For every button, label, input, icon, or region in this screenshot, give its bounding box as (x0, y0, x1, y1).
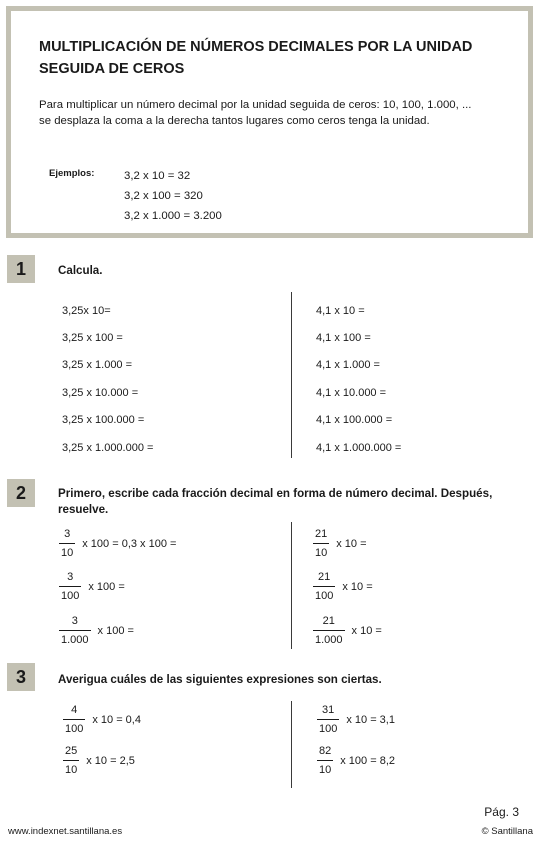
expression-rest: x 10 = 0,4 (92, 713, 141, 726)
expression-rest: x 100 = (97, 624, 134, 637)
exercise-1-number: 1 (7, 255, 35, 283)
exercise-3-divider (291, 701, 292, 788)
fraction-denominator: 100 (65, 723, 84, 735)
expression-rest: x 10 = (351, 624, 382, 637)
fraction (58, 614, 92, 647)
exercise-3-number: 3 (7, 663, 35, 691)
exercise-1-left-item: 3,25 x 1.000.000 = (62, 442, 154, 454)
fraction (58, 570, 82, 603)
exercise-2-number: 2 (7, 479, 35, 507)
exercise-2-left-item (58, 527, 176, 560)
fraction-denominator: 100 (61, 590, 80, 602)
fraction-bar (317, 719, 339, 720)
fraction-numerator: 25 (65, 745, 78, 757)
fraction-numerator: 4 (71, 704, 78, 716)
fraction-bar (59, 543, 75, 544)
fraction-bar (63, 760, 79, 761)
example-item: 3,2 x 100 = 320 (124, 190, 203, 202)
expression-rest: x 10 = 3,1 (346, 713, 395, 726)
fraction-numerator: 3 (71, 615, 78, 627)
fraction-denominator: 10 (319, 764, 332, 776)
exercise-1-right-item: 4,1 x 1.000.000 = (316, 442, 402, 454)
exercise-1-left-item: 3,25 x 1.000 = (62, 359, 133, 371)
expression-rest: x 10 = (342, 580, 373, 593)
fraction (312, 570, 336, 603)
exercise-1-divider (291, 292, 292, 458)
exercise-2-left-item (58, 614, 134, 647)
footer-url[interactable]: www.indexnet.santillana.es (8, 826, 123, 837)
exercise-3-instruction: Averigua cuáles de las siguientes expresiones son ciertas. (58, 673, 382, 686)
exercise-1-right-item: 4,1 x 100.000 = (316, 414, 393, 426)
fraction (312, 527, 330, 560)
fraction-denominator: 1.000 (315, 634, 343, 646)
exercise-2-right-item (312, 570, 373, 603)
fraction-numerator: 21 (322, 615, 335, 627)
exercise-1-right-item: 4,1 x 10.000 = (316, 387, 387, 399)
fraction-bar (59, 586, 81, 587)
exercise-2-divider (291, 522, 292, 649)
page-number: Pág. 3 (484, 805, 519, 819)
rule-text: Para multiplicar un número decimal por la unidad seguida de ceros: 10, 100, 1.000, ... se desplaza la coma a la derecha tantos lugares como ceros tenga la unidad. (39, 99, 472, 127)
exercise-1-right-item: 4,1 x 100 = (316, 332, 371, 344)
example-item: 3,2 x 10 = 32 (124, 170, 191, 182)
exercise-3-right-item (316, 703, 395, 736)
fraction-denominator: 100 (315, 590, 334, 602)
fraction-bar (313, 586, 335, 587)
fraction-denominator: 10 (315, 547, 328, 559)
fraction (62, 744, 80, 777)
fraction-bar (313, 630, 345, 631)
fraction-denominator: 1.000 (61, 634, 89, 646)
expression-rest: x 100 = (88, 580, 125, 593)
fraction-bar (313, 543, 329, 544)
fraction (312, 614, 346, 647)
fraction (316, 744, 334, 777)
rule-box (6, 6, 533, 238)
fraction-numerator: 82 (319, 745, 332, 757)
rule-title: MULTIPLICACIÓN DE NÚMEROS DECIMALES POR LA UNIDAD SEGUIDA DE CEROS (39, 39, 473, 77)
fraction (58, 527, 76, 560)
expression-rest: x 100 = 8,2 (340, 754, 395, 767)
fraction-denominator: 100 (319, 723, 338, 735)
fraction (316, 703, 340, 736)
fraction-numerator: 3 (64, 528, 71, 540)
exercise-1-right-item: 4,1 x 1.000 = (316, 359, 380, 371)
exercise-1-left-item: 3,25 x 10.000 = (62, 387, 139, 399)
expression-rest: x 10 = (336, 537, 367, 550)
fraction-denominator: 10 (65, 764, 78, 776)
exercise-1-left-item: 3,25 x 100 = (62, 332, 123, 344)
exercise-1-instruction: Calcula. (58, 264, 103, 277)
expression-rest: x 100 = 0,3 x 100 = (82, 537, 177, 550)
exercise-3-left-item (62, 744, 135, 777)
exercise-2-instruction: Primero, escribe cada fracción decimal en forma de número decimal. Después, resuelve. (58, 487, 493, 516)
exercise-1-left-item: 3,25 x 100.000 = (62, 414, 145, 426)
exercise-1-left-item: 3,25x 10= (62, 305, 111, 317)
exercise-3-left-item (62, 703, 141, 736)
expression-rest: x 10 = 2,5 (86, 754, 135, 767)
exercise-2-left-item (58, 570, 125, 603)
exercise-1-right-item: 4,1 x 10 = (316, 305, 365, 317)
fraction-bar (63, 719, 85, 720)
exercise-2-right-item (312, 527, 367, 560)
footer-copyright: © Santillana (481, 826, 533, 837)
example-item: 3,2 x 1.000 = 3.200 (124, 210, 222, 222)
fraction-bar (59, 630, 91, 631)
fraction-numerator: 3 (67, 571, 74, 583)
examples-label: Ejemplos: (49, 168, 95, 179)
exercise-2-right-item (312, 614, 382, 647)
fraction-numerator: 21 (315, 528, 328, 540)
fraction-numerator: 31 (322, 704, 335, 716)
fraction (62, 703, 86, 736)
exercise-3-right-item (316, 744, 395, 777)
fraction-bar (317, 760, 333, 761)
examples-list (124, 166, 222, 226)
fraction-numerator: 21 (318, 571, 331, 583)
fraction-denominator: 10 (61, 547, 74, 559)
